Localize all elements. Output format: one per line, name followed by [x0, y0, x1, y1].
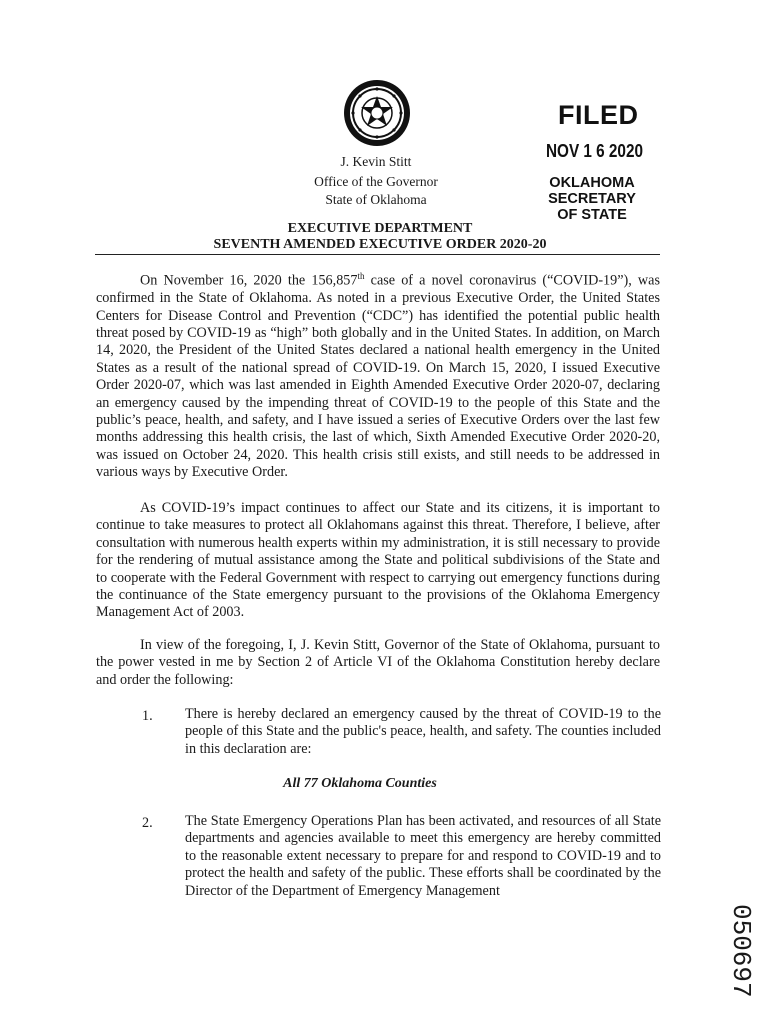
item-2-number: 2. [142, 815, 153, 831]
filed-stamp-date: NOV 1 6 2020 [546, 141, 643, 161]
office-state: State of Oklahoma [325, 192, 427, 207]
filed-stamp-org-line2: OF STATE [557, 207, 627, 223]
paragraph-1-rest: case of a novel coronavirus (“COVID-19”), was confirmed in the State of Oklahoma. As noted in a previous Executive Order, the United States Centers for Disease Control and Prevention (“CDC”) has identified the potential public health threat posed by COVID-19 as “high” both globally and in the United States. In addition, on March 14, 2020, the President of the United States declared a national health emergency in the United States as a result of the national spread of COVID-19. On March 15, 2020, I issued Executive Order 2020-07, which was last amended in Eighth Amended Executive Order 2020-07, declaring an emergency caused by the impending threat of COVID-19 to the people of this State and the public’s peace, health, and safety, and I have issued a series of Executive Orders over the last few months addressing this health crisis, the last of which, Sixth Amended Executive Order 2020-20, was issued on October 24, 2020. This health crisis still exists, and still needs to be addressed in various ways by Executive Order. [96, 272, 660, 481]
paragraph-1-start: On November 16, 2020 the 156,857 [140, 272, 358, 289]
document-number-stamp [722, 902, 762, 1022]
item-1-text: There is hereby declared an emergency caused by the threat of COVID-19 to the people of this State and the public's peace, health, and safety. The counties included in this declaration are: [185, 706, 661, 757]
document-number: 050697 [726, 904, 756, 998]
ordinal-suffix: th [357, 271, 365, 281]
order-title: SEVENTH AMENDED EXECUTIVE ORDER 2020-20 [213, 237, 547, 252]
paragraph-3 [96, 637, 660, 689]
filed-stamp-title: FILED [558, 100, 639, 130]
paragraph-1 [96, 268, 660, 482]
counties-list: All 77 Oklahoma Counties [283, 776, 437, 791]
state-seal-icon [342, 78, 412, 148]
paragraph-2 [96, 500, 660, 622]
paragraph-2-text: As COVID-19’s impact continues to affect our State and its citizens, it is important to continue to take measures to protect all Oklahomans against this threat. Therefore, I believe, after consultation with numerous health experts within my administration, it is still necessary to provide for the rendering of mutual assistance among the State and political subdivisions of the State and to cooperate with the Federal Government with respect to carrying out emergency functions during the continuance of the State emergency pursuant to the provisions of the Oklahoma Emergency Management Act of 2003. [96, 500, 660, 621]
heading-divider [95, 254, 660, 255]
paragraph-3-text: In view of the foregoing, I, J. Kevin Stitt, Governor of the State of Oklahoma, pursuant to the power vested in me by Section 2 of Article VI of the Oklahoma Constitution hereby declare and order the following: [96, 637, 660, 688]
office-title: Office of the Governor [314, 174, 438, 189]
filed-stamp-org-line1: OKLAHOMA SECRETARY [548, 175, 636, 207]
item-1-number: 1. [142, 708, 153, 724]
filed-stamp-org [506, 175, 678, 223]
department-heading: EXECUTIVE DEPARTMENT [287, 221, 473, 236]
item-2-text: The State Emergency Operations Plan has been activated, and resources of all State departments and agencies available to meet this emergency are hereby committed to the reasonable extent necessary to prepare for and respond to COVID-19 and to protect the health and safety of the public. These efforts shall be coordinated by the Director of the Department of Emergency Management [185, 813, 661, 899]
governor-name: J. Kevin Stitt [340, 154, 412, 169]
